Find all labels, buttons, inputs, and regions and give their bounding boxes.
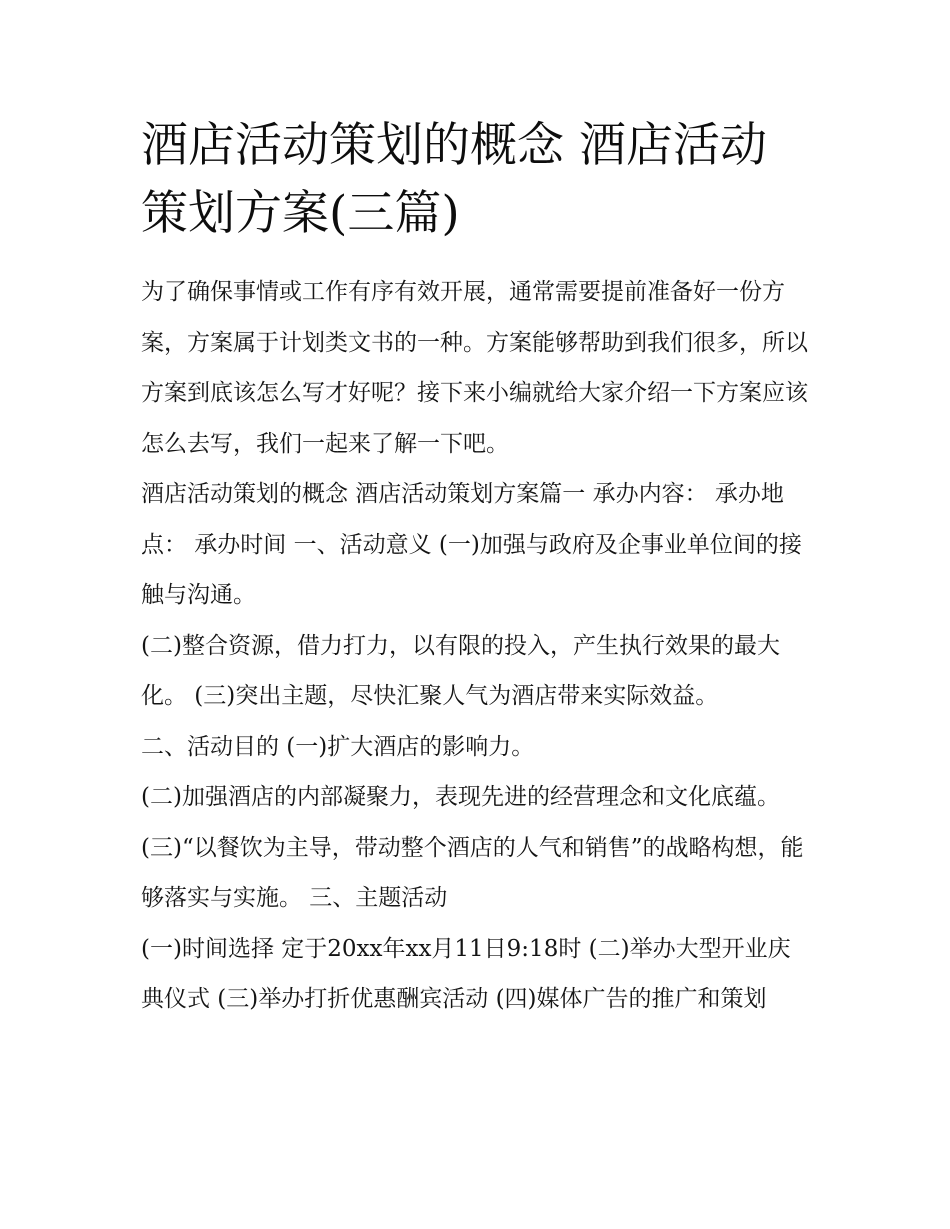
paragraph-purpose: 二、活动目的 (一)扩大酒店的影响力。 — [141, 733, 535, 760]
document-page — [141, 112, 813, 1025]
paragraph-intro: 为了确保事情或工作有序有效开展，通常需要提前准备好一份方案，方案属于计划类文书的一种。方案能够帮助到我们很多，所以方案到底该怎么写才好呢？接下来小编就给大家介绍一下方案应该怎么去写，我们一起来了解一下吧。 — [141, 279, 808, 457]
paragraph-cohesion: (二)加强酒店的内部凝聚力，表现先进的经营理念和文化底蕴。 (三)“以餐饮为主导，带动整个酒店的人气和销售”的战略构想，能够落实与实施。 三、主题活动 — [141, 784, 804, 911]
document-title: 酒店活动策划的概念 酒店活动策划方案(三篇) — [141, 118, 767, 241]
paragraph-overview: 酒店活动策划的概念 酒店活动策划方案篇一 承办内容： 承办地点： 承办时间 一、活动意义 (一)加强与政府及企事业单位间的接触与沟通。 — [141, 481, 802, 608]
paragraph-significance: (二)整合资源，借力打力，以有限的投入，产生执行效果的最大化。 (三)突出主题，尽快汇聚人气为酒店带来实际效益。 — [141, 632, 780, 709]
paragraph-activities: (一)时间选择 定于20xx年xx月11日9:18时 (二)举办大型开业庆典仪式 (三)举办打折优惠酬宾活动 (四)媒体广告的推广和策划 — [141, 935, 791, 1012]
